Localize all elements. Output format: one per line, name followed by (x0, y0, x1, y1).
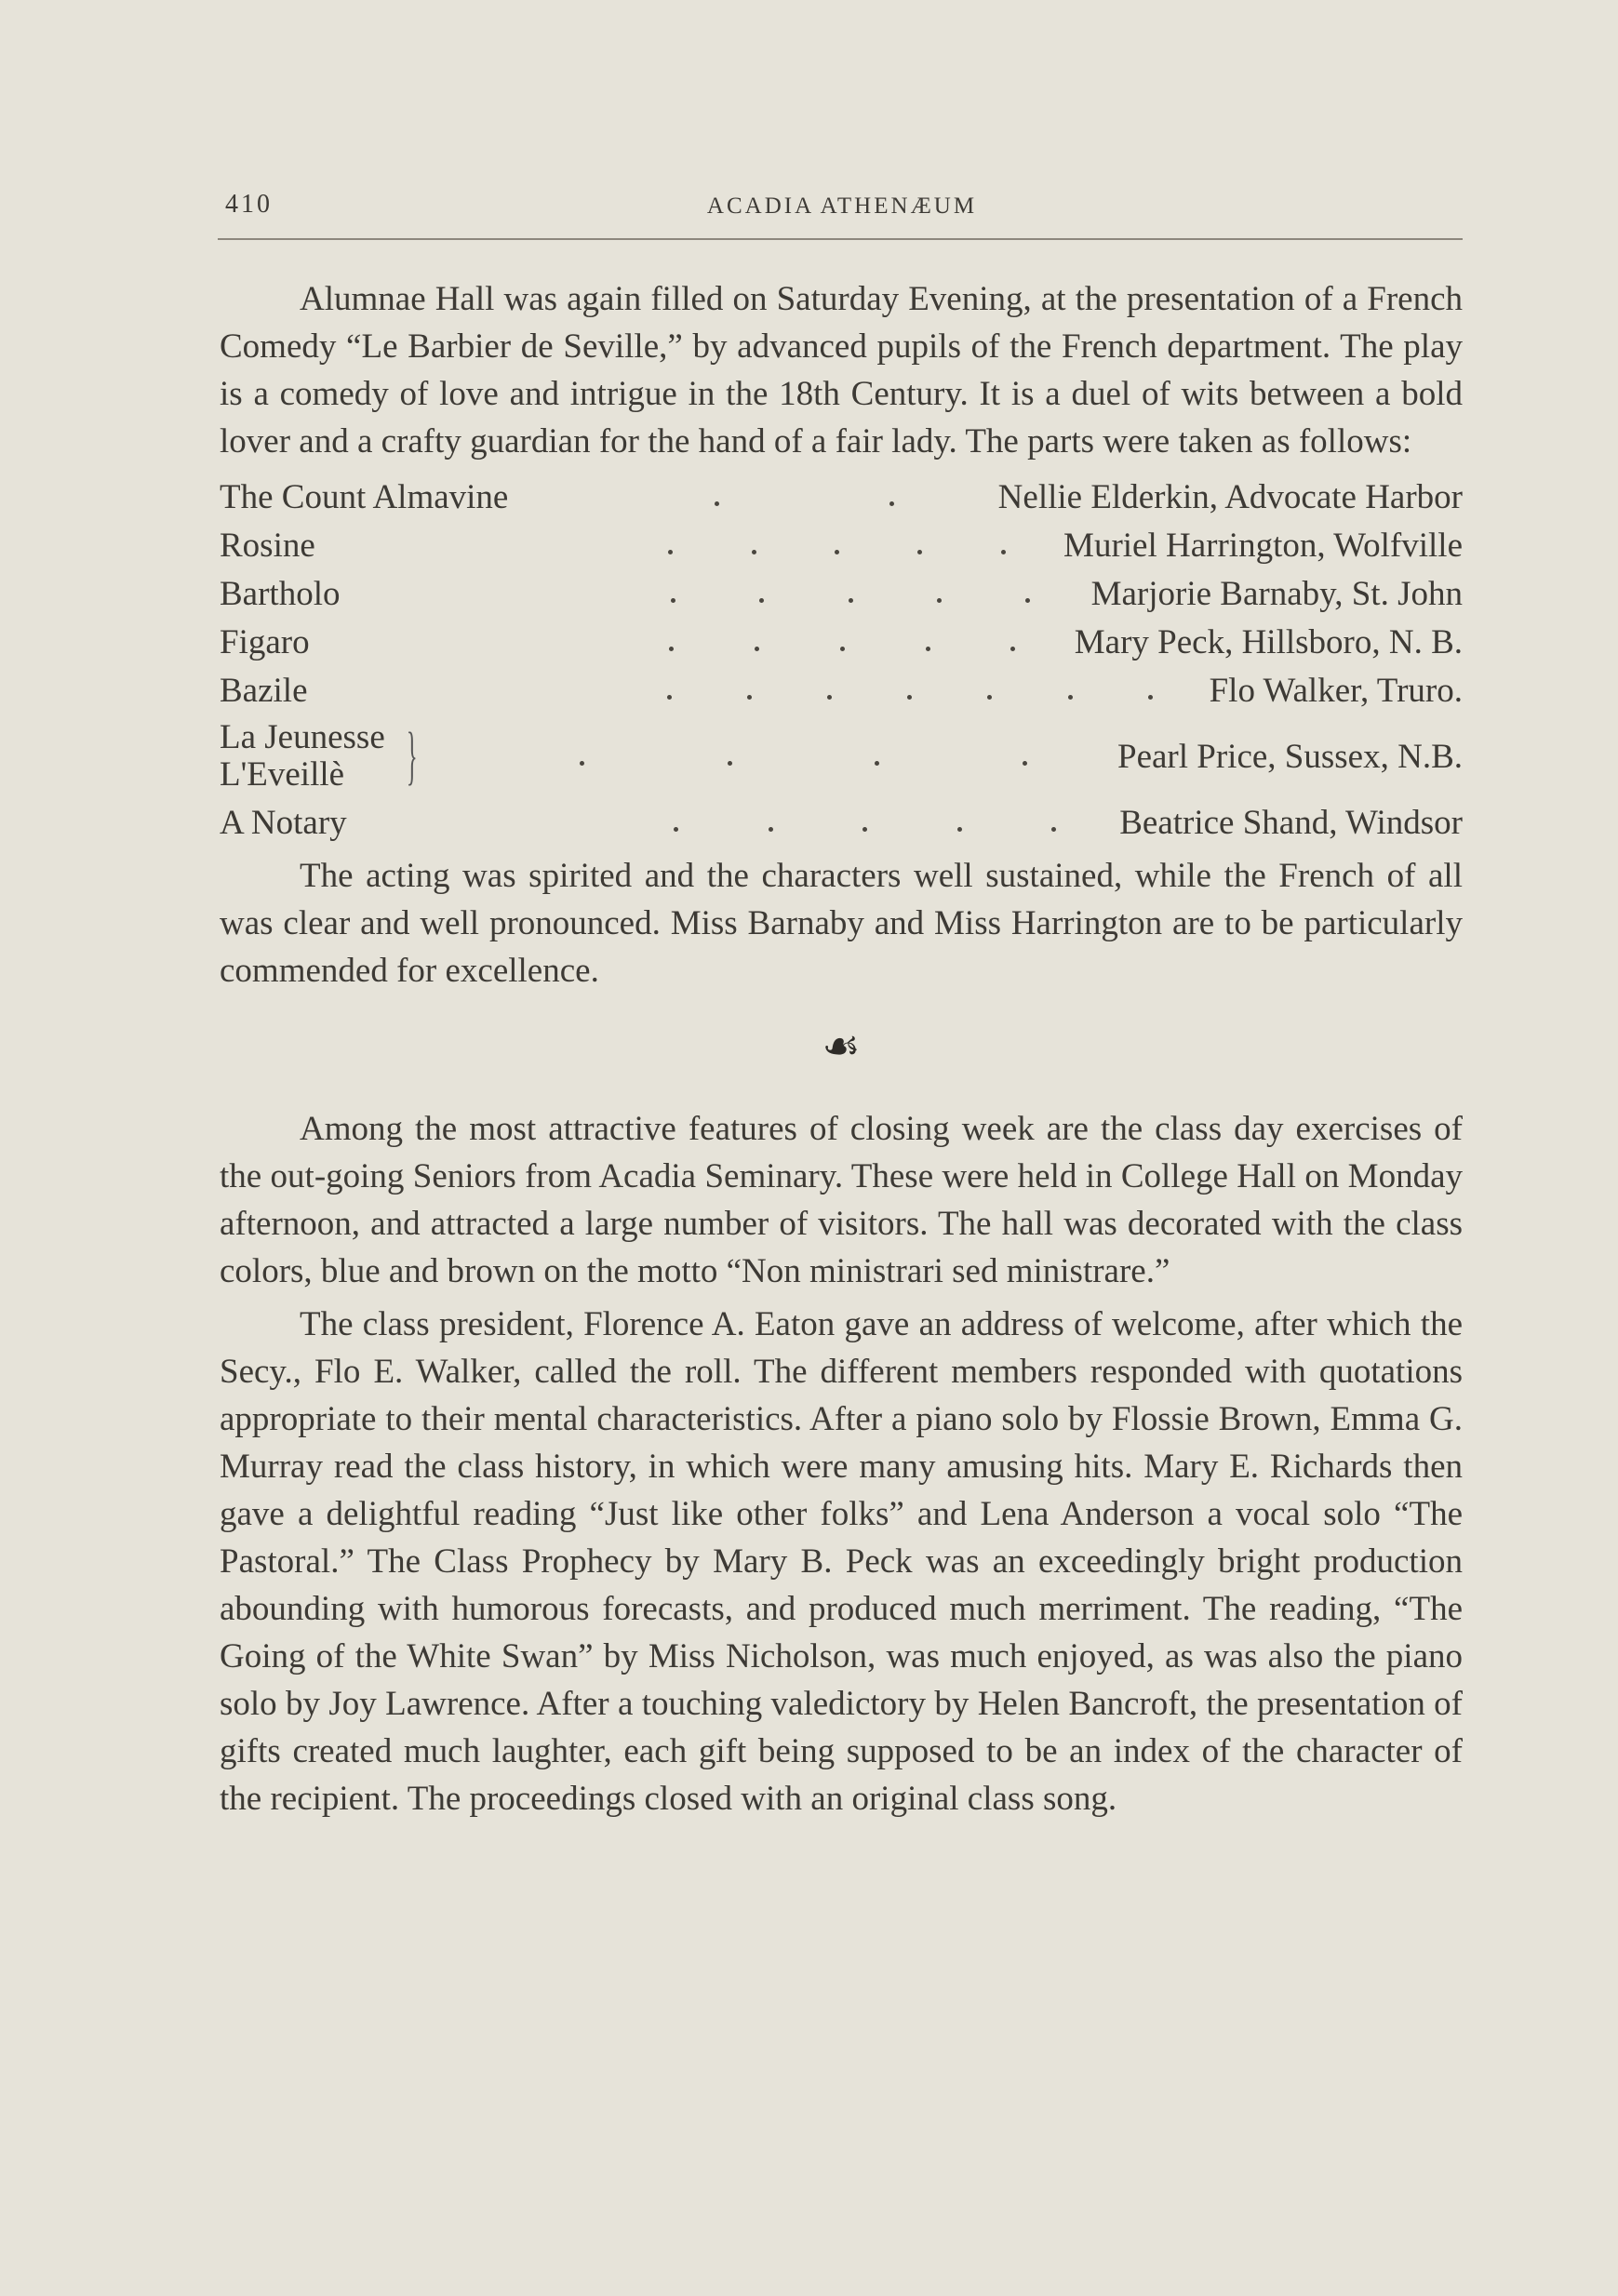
cast-role: Rosine (220, 526, 315, 565)
page-number: 410 (225, 190, 273, 219)
cast-actor: Mary Peck, Hillsboro, N. B. (1074, 622, 1463, 661)
cast-actor: Pearl Price, Sussex, N.B. (1117, 737, 1463, 776)
cast-role: L'Eveillè (220, 755, 345, 794)
leader-dots (620, 537, 1063, 554)
fleuron-icon: ☙ (822, 1022, 861, 1070)
leader-dots (620, 682, 1210, 700)
leader-dots (499, 748, 1117, 766)
cast-row (220, 618, 1463, 666)
cast-role: Figaro (220, 622, 310, 661)
cast-actor: Muriel Harrington, Wolfville (1063, 526, 1463, 565)
leader-dots (620, 488, 998, 506)
leader-dots (620, 634, 1075, 651)
cast-actor: Nellie Elderkin, Advocate Harbor (997, 477, 1463, 516)
cast-role-pair (220, 719, 499, 794)
header-rule (218, 238, 1463, 240)
paragraph-acting-review: The acting was spirited and the characters well sustained, while the French of all was clear and well pronounced. Miss Barnaby and Miss Harrington are to be particularly commended for excellence. (220, 857, 1463, 990)
leader-dots (620, 814, 1119, 832)
cast-row (220, 473, 1463, 521)
cast-actor: Marjorie Barnaby, St. John (1090, 574, 1463, 613)
cast-actor: Flo Walker, Truro. (1209, 671, 1463, 710)
journal-title: ACADIA ATHENÆUM (706, 194, 978, 219)
cast-row (220, 666, 1463, 714)
cast-role: The Count Almavine (220, 477, 509, 516)
paragraph-class-day: Among the most attractive features of closing week are the class day exercises of the out-going Seniors from Acadia Seminary. These were held in College Hall on Monday afternoon, and attracted a large number of visitors. The hall was decorated with the class colors, blue and brown on the motto “Non ministrari sed ministrare.” (220, 1110, 1463, 1290)
cast-row (220, 569, 1463, 618)
cast-row (220, 798, 1463, 847)
paragraph-play-intro: Alumnae Hall was again filled on Saturday Evening, at the presentation of a French Comedy “Le Barbier de Seville,” by advanced pupils of the French department. The play is a comedy of love and intrigue in the 18th Century. It is a duel of wits between a bold lover and a crafty guardian for the hand of a fair lady. The parts were taken as follows: (220, 280, 1463, 461)
cast-role: Bartholo (220, 574, 341, 613)
cast-role: Bazile (220, 671, 308, 710)
cast-role-names (220, 719, 385, 794)
article-body (220, 275, 1463, 1822)
cast-row-double (220, 714, 1463, 798)
paragraph-class-program: The class president, Florence A. Eaton gave an address of welcome, after which the Secy., Flo E. Walker, called the roll. The different members responded with quotations appropriate to their mental characteristics. After a piano solo by Flossie Brown, Emma G. Murray read the class history, in which were many amusing hits. Mary E. Richards then gave a delightful reading “Just like other folks” and Lena Anderson a vocal solo “The Pastoral.” The Class Prophecy by Mary B. Peck was an exceedingly bright production abounding with humorous forecasts, and produced much merriment. The reading, “The Going of the White Swan” by Miss Nicholson, was much enjoyed, as was also the piano solo by Joy Lawrence. After a touching valedictory by Helen Bancroft, the presentation of gifts created much laughter, each gift being supposed to be an index of the character of the recipient. The proceedings closed with an original class song. (220, 1305, 1463, 1818)
cast-role: A Notary (220, 803, 347, 842)
running-header (221, 190, 1463, 240)
leader-dots (620, 585, 1091, 603)
cast-actor: Beatrice Shand, Windsor (1119, 803, 1463, 842)
cast-list (220, 473, 1463, 847)
brace-glyph: } (406, 720, 418, 792)
cast-row (220, 521, 1463, 569)
cast-role: La Jeunesse (220, 718, 385, 756)
